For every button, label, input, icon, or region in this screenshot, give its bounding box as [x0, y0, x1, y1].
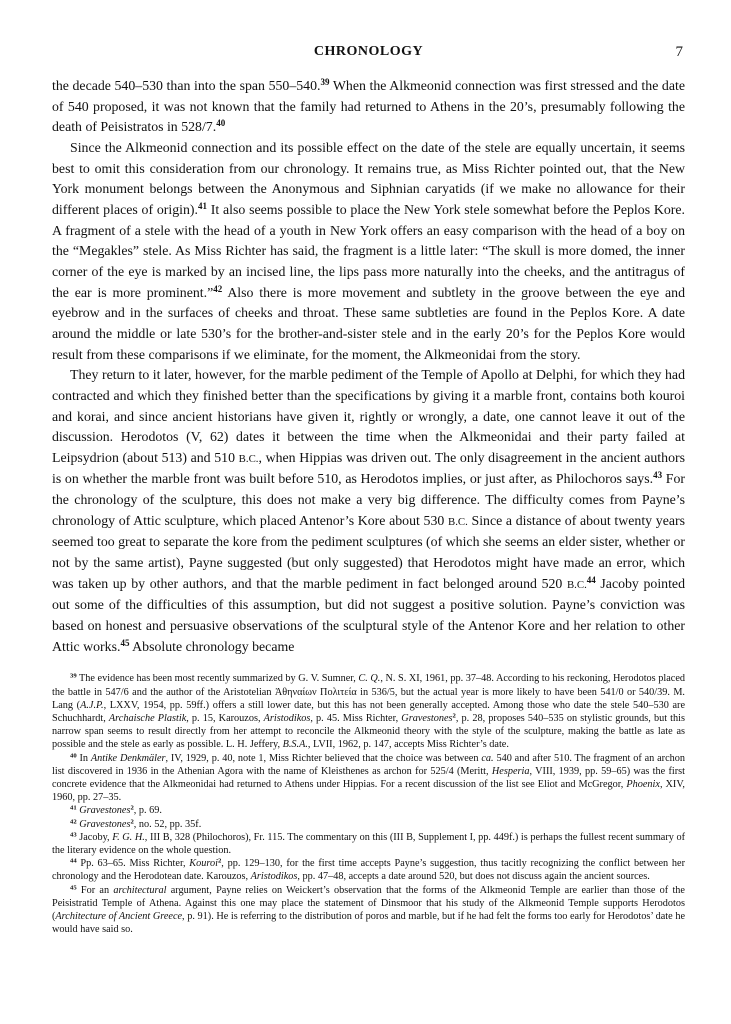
italic-text: F. G. H. [112, 831, 145, 843]
text-run: , when Hippias was driven out. The only disagreement in the ancient authors is on whether the marble front was built before 510, as Herodotos implies, or just after, as Philochoros says. [52, 449, 685, 487]
footnote-number: 44 [70, 857, 77, 865]
text-run: argument, Payne relies on Weickert’s observation that the forms of the Alkmeonid Temple are earlier than those of the Peisistratid Temple of Athena. Against this one may place the statement of Dinsmoor that his study of the Alkmeonid Temple supports Herodotos ( [52, 884, 685, 923]
note-reference: 45 [120, 637, 130, 648]
text-run: Also there is more movement and subtlety in the groove between the eye and eyebrow and in the surfaces of cheeks and throat. These same subtleties are found in the Peplos Kore. A date around the middle or late 530’s for the brother-and-sister stele and in the early 20’s for the Peplos Kore would result from these comparisons if we eliminate, for the moment, the Alkmeonidai from the story. [52, 284, 686, 362]
text-run: , N. S. XI, 1961, pp. 37–48. According to his reckoning, Herodotos placed the battle in 547/6 and the author of the Aristotelian Ἀθηναίων Πολιτεία in 536/5, but the actual year is more likely to have been 541/0 or 540/39. M. Lang ( [52, 673, 685, 711]
small-caps-text: B.C. [448, 515, 468, 528]
text-run: , XIV, 1960, pp. 27–35. [52, 779, 685, 804]
text-run: , LVII, 1962, p. 147, accepts Miss Richter’s date. [307, 739, 509, 751]
italic-text: Architecture of Ancient Greece [55, 911, 183, 923]
italic-text: Archaische Plastik [108, 712, 187, 724]
italic-text: Gravestones [79, 805, 131, 817]
italic-text: Hesperia [491, 765, 530, 777]
note-reference: 2 [452, 712, 456, 720]
italic-text: Antike Denkmäler [90, 752, 166, 764]
text-run: They return to it later, however, for the marble pediment of the Temple of Apollo at Delphi, for which they had contracted and which they finished better than the specifications by giving it a marble front, contains both kouroi and korai, and since ancient historians have given it, rightly or wrongly, a date, one cannot leave it out of the discussion. Herodotos (V, 62) dates it between the time when the Alkmeonidai and their party failed at Leipsydrion (about 513) and 510 [52, 367, 685, 465]
note-reference: 2 [217, 857, 222, 865]
text-run: The evidence has been most recently summarized by G. V. Sumner, [76, 673, 359, 685]
italic-text: Phoenix [626, 779, 660, 790]
page [52, 44, 685, 936]
page-number: 7 [675, 44, 683, 60]
paragraph [52, 365, 685, 657]
italic-text: B.S.A. [282, 739, 308, 751]
footnote-number: 40 [70, 751, 77, 759]
text-run: For an [76, 884, 114, 896]
italic-text: Gravestones [401, 712, 453, 724]
text-run: When the Alkmeonid connection was first stressed and the date of 540 proposed, it was not known that the family had returned to Athens in the 20’s, presumably following the death of Peisistratos in 528/7. [52, 78, 685, 135]
italic-text: Aristodikos [263, 712, 311, 724]
italic-text: C. Q. [358, 673, 381, 685]
italic-text: Kouroi [189, 858, 218, 870]
footnote [52, 752, 685, 805]
text-run: , pp. 47–48, accepts a date around 520, but does not discuss again the ancient sources. [297, 871, 650, 883]
text-run: Absolute chronology became [129, 638, 295, 654]
text-run: Pp. 63–65. Miss Richter, [76, 858, 190, 870]
italic-text: A.J.P. [80, 699, 104, 711]
text-run: 540 and after 510. The fragment of an archon list discovered in 1936 in the Athenian Agora with the name of Kleisthenes as archon for 525/4 (Meritt, [52, 752, 685, 777]
text-run: , pp. 129–130, for the first time accepts Payne’s suggestion, thus tacitly recognizing the conflict between her chronology and the Herodotean date. Karouzos, [52, 858, 685, 883]
note-reference: 43 [653, 470, 663, 481]
note-reference: 41 [198, 201, 207, 211]
note-reference: 2 [130, 817, 134, 825]
footnote [52, 804, 685, 817]
note-reference: 40 [216, 118, 226, 129]
text-run: , III B, 328 (Philochoros), Fr. 115. The commentary on this (III B, Supplement I, pp. 449f.) is perhaps the fullest recent summary of the literary evidence on the whole question. [52, 831, 685, 857]
footnote [52, 884, 685, 937]
text-run: , p. 45. Miss Richter, [310, 712, 402, 724]
footnote-number: 41 [70, 804, 77, 812]
footnotes [52, 672, 685, 936]
note-reference: 44 [586, 574, 596, 585]
italic-text: Aristodikos [250, 871, 298, 883]
footnote-number: 43 [70, 831, 77, 839]
text-run: For the chronology of the sculpture, this does not make a very big difference. The difficulty comes from Payne’s chronology of Attic sculpture, which placed Antenor’s Kore about 530 [52, 471, 685, 528]
text-run: , p. 28, proposes 540–535 on stylistic grounds, but this narrow span seems to result directly from her attempt to reconcile the Alkmeonid theory with the style of the sculpture, making the battle as late as possible and the stele as early as possible. L. H. Jeffery, [52, 712, 685, 751]
running-head: CHRONOLOGY [313, 44, 424, 59]
text-run: , IV, 1929, p. 40, note 1, Miss Richter believed that the choice was between [165, 752, 482, 764]
footnote-number: 42 [70, 817, 77, 825]
footnote [52, 831, 685, 857]
italic-text: architectural [113, 884, 167, 896]
footnote [52, 857, 685, 883]
text-run: , p. 69. [133, 805, 162, 817]
footnote [52, 672, 685, 751]
italic-text: ca. [481, 752, 494, 764]
small-caps-text: B.C. [566, 578, 587, 591]
text-run: , p. 91). He is referring to the distribution of poros and marble, but if he had felt the forms too early for Herodotos’ date he would have said so. [52, 911, 685, 936]
note-reference: 39 [320, 77, 330, 88]
text-run: , LXXV, 1954, pp. 59ff.) offers a still lower date, but this has not been generally accepted. Among those who date the stele 540–530 are Schuchhardt, [52, 699, 685, 724]
paragraph [52, 76, 685, 138]
text-run: It also seems possible to place the New York stele somewhat before the Peplos Kore. A fragment of a stele with the head of a youth in New York offers an easy comparison with the head of a boy on the “Megakles” stele. As Miss Richter has said, the fragment is a little later: “The skull is more domed, the inner corner of the eye is marked by an incised line, the lips pass more naturally into the cheeks, and the antitragus of the ear is more prominent.” [52, 201, 685, 300]
text-run: Jacoby, [76, 831, 113, 843]
text-run: , VIII, 1939, pp. 59–65) was the first concrete evidence that the Alkmeonidai had returned to Athens under Hippias. For a recent discussion of the list see Eliot and McGregor, [52, 765, 685, 790]
page-header [52, 44, 685, 66]
body-text [52, 76, 685, 657]
note-reference: 2 [130, 804, 134, 812]
note-reference: 42 [213, 283, 223, 294]
italic-text: Gravestones [79, 818, 131, 830]
text-run: the decade 540–530 than into the span 550–540. [52, 78, 321, 93]
footnote-number: 45 [70, 883, 77, 891]
small-caps-text: B.C. [238, 452, 259, 465]
text-run: , p. 15, Karouzos, [186, 712, 264, 724]
footnote-number: 39 [70, 672, 77, 680]
footnote [52, 818, 685, 831]
text-run: , no. 52, pp. 35f. [133, 818, 202, 830]
text-run: Since a distance of about twenty years seemed too great to separate the kore from the pediment sculptures (of which she seems an elder sister, whether or not by the same artist), Payne suggested (but only suggested) that Herodotos might have made an error, which was taken up by other authors, and that the marble pediment in fact belonged around 520 [52, 512, 685, 591]
text-run: In [76, 752, 91, 764]
text-run: Since the Alkmeonid connection and its possible effect on the date of the stele are equally uncertain, it seems best to omit this consideration from our chronology. It remains true, as Miss Richter pointed out, that the New York monument belongs between the Anonymous and Siphnian caryatids (if we make no allowance for their different places of origin). [52, 139, 685, 217]
paragraph [52, 138, 685, 365]
text-run: Jacoby pointed out some of the difficulties of this assumption, but did not suggest a positive solution. Payne’s conviction was based on honest and persuasive observations of the sculptural style of the Antenor Kore and her relation to other Attic works. [52, 575, 686, 654]
